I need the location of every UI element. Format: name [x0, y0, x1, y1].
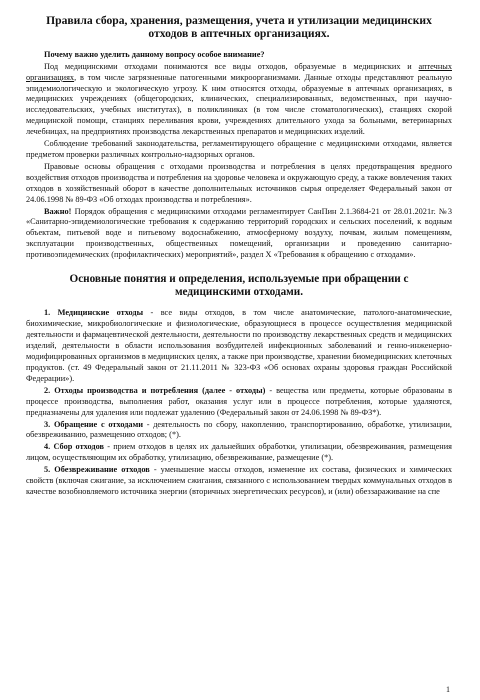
- intro-paragraph-4: Важно! Порядок обращения с медицинскими отходами регламентирует СанПин 2.1.3684-21 от 28.01.2021г. №3 «Санитарно-эпидемиологические требования к содержанию территорий городских и сельских поселений, к водным объектам, питьевой воде и питьевому водоснабжению, атмосферному воздуху, почвам, жилым помещениям, эксплуатации производственных, общественных помещений, организации и проведению санитарно-противоэпидемических (профилактических) мероприятий», раздел X «Требования к обращению с отходами».: [26, 206, 452, 260]
- important-label: Важно!: [44, 206, 72, 216]
- page-number: 1: [446, 685, 450, 694]
- intro-paragraph-1: Под медицинскими отходами понимаются все виды отходов, образуемые в медицинских и аптечных организациях, в том числе загрязненные патогенными микроорганизмами. Данные отходы представляют реальную эпидемиологическую и экологическую угрозу. К ним относятся отходы, образуемые в аптечных организациях, в медицинских учреждениях (общегородских, клинических, специализированных, ведомственных, при научно-исследовательских, учебных институтах), в поликлиниках (в том числе стоматологических), станциях скорой медицинской помощи, станциях переливания крови, учреждениях длительного ухода за больными, ветеринарных лечебницах, на предприятиях производства лекарственных препаратов и медицинских изделий.: [26, 61, 452, 137]
- definition-4: 4. Сбор отходов - прием отходов в целях их дальнейших обработки, утилизации, обезвреживания, размещения лицом, осуществляющим их обработку, утилизацию, обезвреживание, размещение (*).: [26, 442, 452, 463]
- definition-2: 2. Отходы производства и потребления (далее - отходы) - вещества или предметы, которые образованы в процессе производства, выполнения работ, оказания услуг или в процессе потребления, которые удаляются, предназначены для удаления или подлежат удалению (Федеральный закон от 24.06.1998 № 89-ФЗ*).: [26, 385, 452, 417]
- intro-question: Почему важно уделить данному вопросу особое внимание?: [44, 49, 265, 59]
- intro-paragraph-2: Соблюдение требований законодательства, регламентирующего обращение с медицинскими отходами, является предметом проверки различных контрольно-надзорных органов.: [26, 139, 452, 159]
- section-title: Основные понятия и определения, используемые при обращении с медицинскими отходами.: [69, 273, 409, 299]
- definition-1: 1. Медицинские отходы - все виды отходов, в том числе анатомические, патолого-анатомические, биохимические, микробиологические и физиологические, образующиеся в процессе осуществления медицинской деятельности и фармацевтической деятельности, деятельности по производству лекарственных средств и медицинских изделий, деятельности в области использования возбудителей инфекционных заболеваний и генно-инженерно- модифицированных организмов в медицинских целях, а также при производстве, хранении биомедицинских клеточных продуктов. (ст. 49 Федеральный закон от 21.11.2011 № 323-ФЗ «Об основах охраны здоровья граждан Российской Федерации»).: [26, 308, 452, 383]
- pharmacy-organizations-link[interactable]: аптечных организациях: [26, 61, 452, 82]
- definition-5: 5. Обезвреживание отходов - уменьшение массы отходов, изменение их состава, физических и химических свойств (включая сжигание, за исключением сжигания, связанного с использованием твердых коммунальных отходов в качестве возобновляемого источника энергии (вторичных энергетических ресурсов), и (или) обеззараживание на спе: [26, 465, 453, 496]
- document-title: Правила сбора, хранения, размещения, учета и утилизации медицинских отходов в аптечных организациях.: [46, 14, 432, 41]
- definitions-block: [26, 308, 452, 497]
- intro-block: [26, 50, 452, 261]
- definition-3: 3. Обращение с отходами - деятельность по сбору, накоплению, транспортированию, обработке, утилизации, обезвреживанию, размещению отходов; (*).: [26, 419, 452, 440]
- intro-paragraph-3: Правовые основы обращения с отходами производства и потребления в целях предотвращения вредного воздействия отходов производства и потребления на здоровье человека и окружающую среду, а также вовлечения таких отходов в хозяйственный оборот в качестве дополнительных источников сырья определяет Федеральный закон от 24.06.1998 № 89-ФЗ «Об отходах производства и потребления».: [26, 161, 452, 204]
